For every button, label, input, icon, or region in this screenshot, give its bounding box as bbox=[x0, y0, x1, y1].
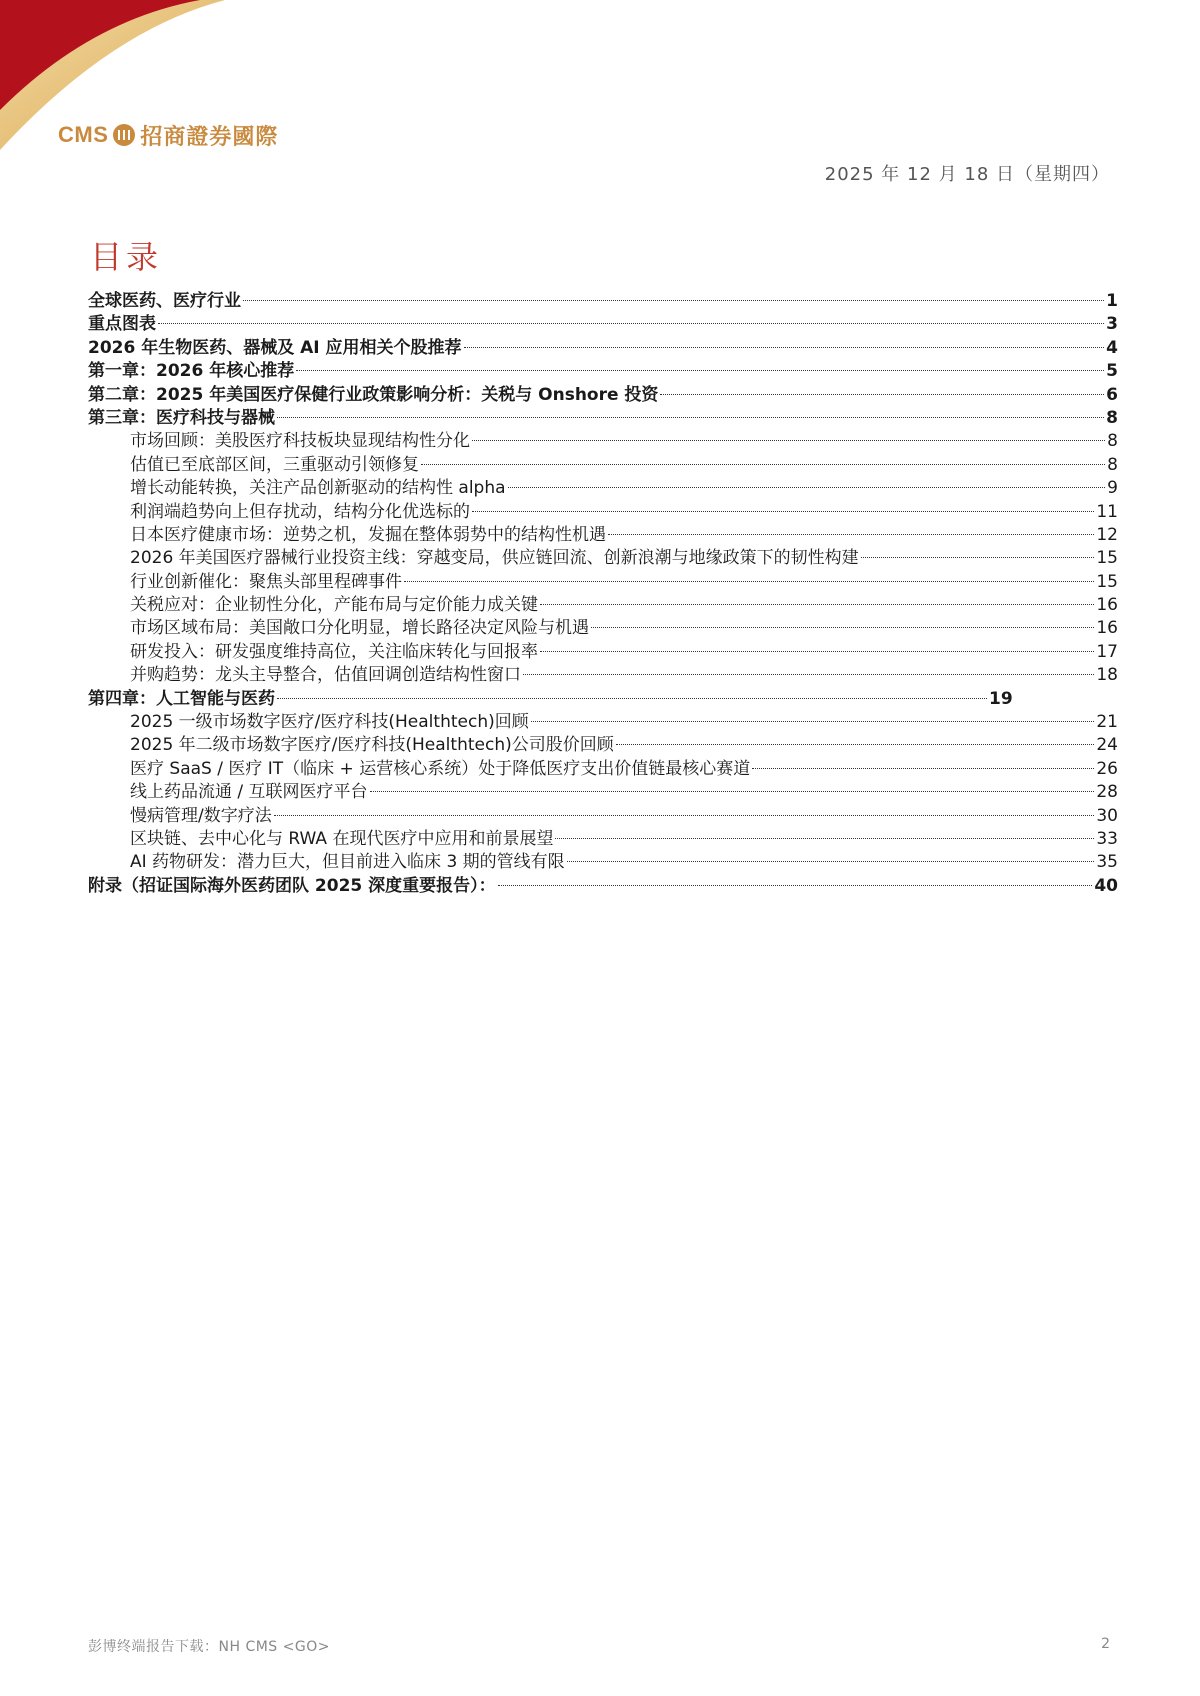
toc-entry-page: 30 bbox=[1096, 805, 1118, 826]
toc-leader-dots bbox=[277, 698, 987, 699]
table-of-contents bbox=[88, 290, 1118, 898]
toc-entry-page: 18 bbox=[1096, 665, 1118, 686]
toc-entry-title: 第四章：人工智能与医药 bbox=[88, 688, 275, 709]
logo-latin: CMS bbox=[58, 122, 109, 147]
toc-entry-title: 医疗 SaaS / 医疗 IT（临床 + 运营核心系统）处于降低医疗支出价值链最核心赛道 bbox=[130, 758, 751, 779]
toc-entry[interactable] bbox=[88, 384, 1118, 407]
toc-entry-title: 重点图表 bbox=[88, 314, 156, 335]
toc-leader-dots bbox=[274, 815, 1095, 816]
toc-entry-title: 第三章：医疗科技与器械 bbox=[88, 407, 275, 428]
toc-entry-page: 3 bbox=[1106, 314, 1118, 335]
toc-entry-page: 6 bbox=[1106, 384, 1118, 405]
toc-entry[interactable] bbox=[88, 501, 1118, 524]
toc-leader-dots bbox=[567, 861, 1095, 862]
toc-entry-page: 15 bbox=[1096, 548, 1118, 569]
toc-entry-title: 慢病管理/数字疗法 bbox=[130, 805, 272, 826]
toc-entry[interactable] bbox=[88, 477, 1118, 500]
toc-entry-title: 市场区域布局：美国敞口分化明显，增长路径决定风险与机遇 bbox=[130, 618, 589, 639]
toc-entry-title: 附录（招证国际海外医药团队 2025 深度重要报告）： bbox=[88, 875, 496, 896]
toc-entry-title: 增长动能转换，关注产品创新驱动的结构性 alpha bbox=[130, 478, 506, 499]
toc-entry-page: 16 bbox=[1096, 595, 1118, 616]
logo-chinese: 招商證券國際 bbox=[140, 123, 279, 150]
toc-entry-page: 9 bbox=[1107, 478, 1118, 499]
toc-entry-title: 利润端趋势向上但存扰动，结构分化优选标的 bbox=[130, 501, 470, 522]
toc-entry-title: AI 药物研发：潜力巨大，但目前进入临床 3 期的管线有限 bbox=[130, 852, 565, 873]
toc-leader-dots bbox=[243, 300, 1104, 301]
toc-leader-dots bbox=[498, 885, 1093, 886]
toc-entry[interactable] bbox=[88, 407, 1118, 430]
toc-entry[interactable] bbox=[88, 313, 1118, 336]
toc-entry-page: 8 bbox=[1107, 454, 1118, 475]
toc-entry-title: 2025 一级市场数字医疗/医疗科技(Healthtech)回顾 bbox=[130, 712, 529, 733]
toc-entry-page: 16 bbox=[1096, 618, 1118, 639]
toc-entry[interactable] bbox=[88, 758, 1118, 781]
toc-leader-dots bbox=[555, 838, 1094, 839]
toc-leader-dots bbox=[472, 440, 1105, 441]
toc-entry-title: 关税应对：企业韧性分化，产能布局与定价能力成关键 bbox=[130, 595, 538, 616]
toc-entry-page: 5 bbox=[1106, 361, 1118, 382]
toc-entry-title: 并购趋势：龙头主导整合，估值回调创造结构性窗口 bbox=[130, 665, 521, 686]
toc-leader-dots bbox=[861, 557, 1095, 558]
toc-leader-dots bbox=[158, 323, 1104, 324]
toc-entry[interactable] bbox=[88, 547, 1118, 570]
toc-entry[interactable] bbox=[88, 571, 1118, 594]
toc-entry-title: 2025 年二级市场数字医疗/医疗科技(Healthtech)公司股价回顾 bbox=[130, 735, 614, 756]
toc-entry-page: 24 bbox=[1096, 735, 1118, 756]
toc-entry[interactable] bbox=[88, 781, 1118, 804]
toc-entry[interactable] bbox=[88, 337, 1118, 360]
toc-leader-dots bbox=[660, 394, 1104, 395]
toc-leader-dots bbox=[616, 744, 1095, 745]
toc-leader-dots bbox=[421, 464, 1105, 465]
toc-leader-dots bbox=[508, 487, 1106, 488]
toc-entry[interactable] bbox=[88, 734, 1118, 757]
toc-entry-title: 市场回顾：美股医疗科技板块显现结构性分化 bbox=[130, 431, 470, 452]
toc-leader-dots bbox=[472, 511, 1094, 512]
toc-entry[interactable] bbox=[88, 360, 1118, 383]
toc-entry[interactable] bbox=[88, 851, 1118, 874]
toc-entry[interactable] bbox=[88, 454, 1118, 477]
toc-leader-dots bbox=[540, 604, 1094, 605]
report-date: 2025 年 12 月 18 日（星期四） bbox=[824, 164, 1110, 185]
toc-entry-title: 2026 年美国医疗器械行业投资主线：穿越变局，供应链回流、创新浪潮与地缘政策下的韧性构建 bbox=[130, 548, 859, 569]
toc-leader-dots bbox=[608, 534, 1094, 535]
toc-entry[interactable] bbox=[88, 524, 1118, 547]
toc-leader-dots bbox=[752, 768, 1094, 769]
toc-entry[interactable] bbox=[88, 617, 1118, 640]
toc-entry-page: 8 bbox=[1107, 431, 1118, 452]
toc-entry-title: 第二章：2025 年美国医疗保健行业政策影响分析：关税与 Onshore 投资 bbox=[88, 384, 659, 405]
toc-entry[interactable] bbox=[88, 430, 1118, 453]
toc-leader-dots bbox=[523, 674, 1094, 675]
toc-title: 目录 bbox=[90, 238, 163, 276]
toc-entry-page: 40 bbox=[1094, 875, 1118, 896]
toc-entry[interactable] bbox=[88, 711, 1118, 734]
toc-entry-title: 线上药品流通 / 互联网医疗平台 bbox=[130, 782, 368, 803]
toc-entry[interactable] bbox=[88, 828, 1118, 851]
toc-entry[interactable] bbox=[88, 805, 1118, 828]
toc-entry-title: 估值已至底部区间，三重驱动引领修复 bbox=[130, 454, 419, 475]
toc-entry-page: 28 bbox=[1096, 782, 1118, 803]
toc-entry-page: 1 bbox=[1106, 291, 1118, 311]
toc-entry[interactable] bbox=[88, 664, 1118, 687]
toc-leader-dots bbox=[370, 791, 1095, 792]
toc-entry[interactable] bbox=[88, 688, 1118, 711]
toc-entry-title: 区块链、去中心化与 RWA 在现代医疗中应用和前景展望 bbox=[130, 828, 554, 849]
toc-entry-title: 第一章：2026 年核心推荐 bbox=[88, 361, 295, 382]
toc-entry[interactable] bbox=[88, 290, 1118, 313]
toc-leader-dots bbox=[404, 581, 1094, 582]
toc-entry-page: 33 bbox=[1096, 828, 1118, 849]
toc-entry[interactable] bbox=[88, 641, 1118, 664]
toc-entry-title: 研发投入：研发强度维持高位，关注临床转化与回报率 bbox=[130, 641, 538, 662]
toc-entry-page: 8 bbox=[1106, 407, 1118, 428]
toc-entry-page: 4 bbox=[1106, 337, 1118, 358]
toc-entry-page: 19 bbox=[989, 688, 1013, 709]
toc-entry-title: 行业创新催化：聚焦头部里程碑事件 bbox=[130, 571, 402, 592]
toc-entry-title: 全球医药、医疗行业 bbox=[88, 291, 241, 311]
page-number: 2 bbox=[1101, 1636, 1110, 1652]
toc-entry-page: 35 bbox=[1096, 852, 1118, 873]
toc-leader-dots bbox=[591, 627, 1094, 628]
toc-leader-dots bbox=[277, 417, 1104, 418]
logo-emblem-icon bbox=[112, 123, 136, 147]
brand-logo bbox=[58, 118, 278, 152]
toc-leader-dots bbox=[540, 651, 1094, 652]
toc-entry-page: 21 bbox=[1096, 712, 1118, 733]
toc-entry-page: 26 bbox=[1096, 758, 1118, 779]
toc-entry[interactable] bbox=[88, 594, 1118, 617]
toc-leader-dots bbox=[464, 347, 1105, 348]
toc-entry[interactable] bbox=[88, 875, 1118, 898]
toc-leader-dots bbox=[296, 370, 1104, 371]
toc-entry-page: 15 bbox=[1096, 571, 1118, 592]
footer-source: 彭博终端报告下载：NH CMS <GO> bbox=[88, 1639, 330, 1655]
corner-decoration bbox=[0, 0, 240, 180]
toc-leader-dots bbox=[531, 721, 1095, 722]
toc-entry-title: 日本医疗健康市场：逆势之机，发掘在整体弱势中的结构性机遇 bbox=[130, 524, 606, 545]
toc-entry-page: 17 bbox=[1096, 641, 1118, 662]
toc-entry-page: 12 bbox=[1096, 524, 1118, 545]
toc-entry-page: 11 bbox=[1096, 501, 1118, 522]
toc-entry-title: 2026 年生物医药、器械及 AI 应用相关个股推荐 bbox=[88, 337, 462, 358]
